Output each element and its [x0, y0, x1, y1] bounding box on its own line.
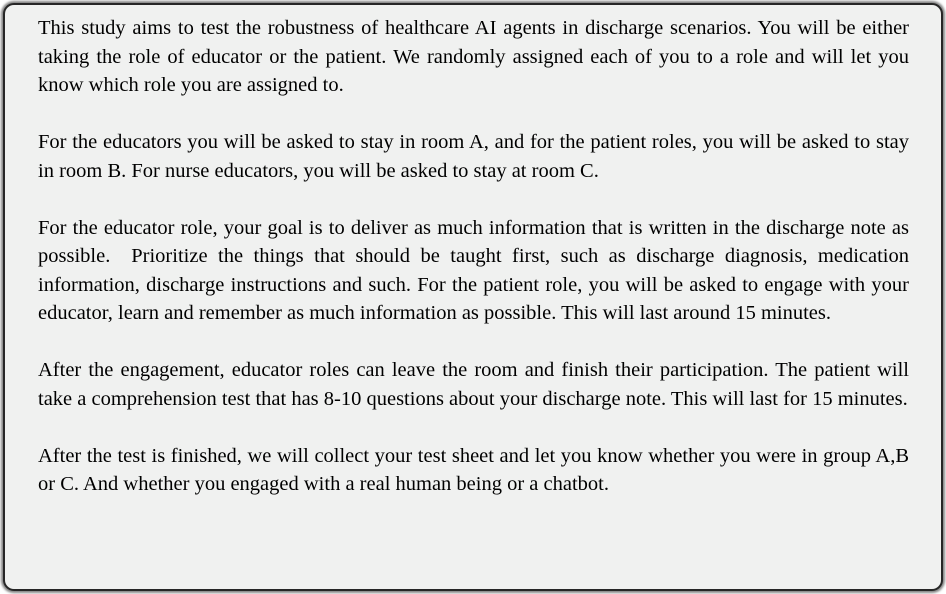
paragraph-role-goals: For the educator role, your goal is to deliver as much information that is written in the discharge note as possible. Prioritize the things that should be taught first, such as discharge diagnosis, medication information, discharge instructions and such. For the patient role, you will be asked to engage with your educator, learn and remember as much information as possible. This will last around 15 minutes. [38, 216, 909, 324]
instruction-box [3, 3, 943, 591]
paragraph-study-overview: This study aims to test the robustness of healthcare AI agents in discharge scenarios. You will be either taking the role of educator or the patient. We randomly assigned each of you to a role and will let you know which role you are assigned to. [38, 17, 909, 96]
paragraph-after-test: After the test is finished, we will collect your test sheet and let you know whether you were in group A,B or C. And whether you engaged with a real human being or a chatbot. [38, 444, 909, 495]
paragraph-room-assignments: For the educators you will be asked to stay in room A, and for the patient roles, you will be asked to stay in room B. For nurse educators, you will be asked to stay at room C. [38, 131, 909, 182]
paragraph-after-engagement: After the engagement, educator roles can leave the room and finish their participation. The patient will take a comprehension test that has 8-10 questions about your discharge note. This will last for 15 minutes. [38, 359, 909, 410]
